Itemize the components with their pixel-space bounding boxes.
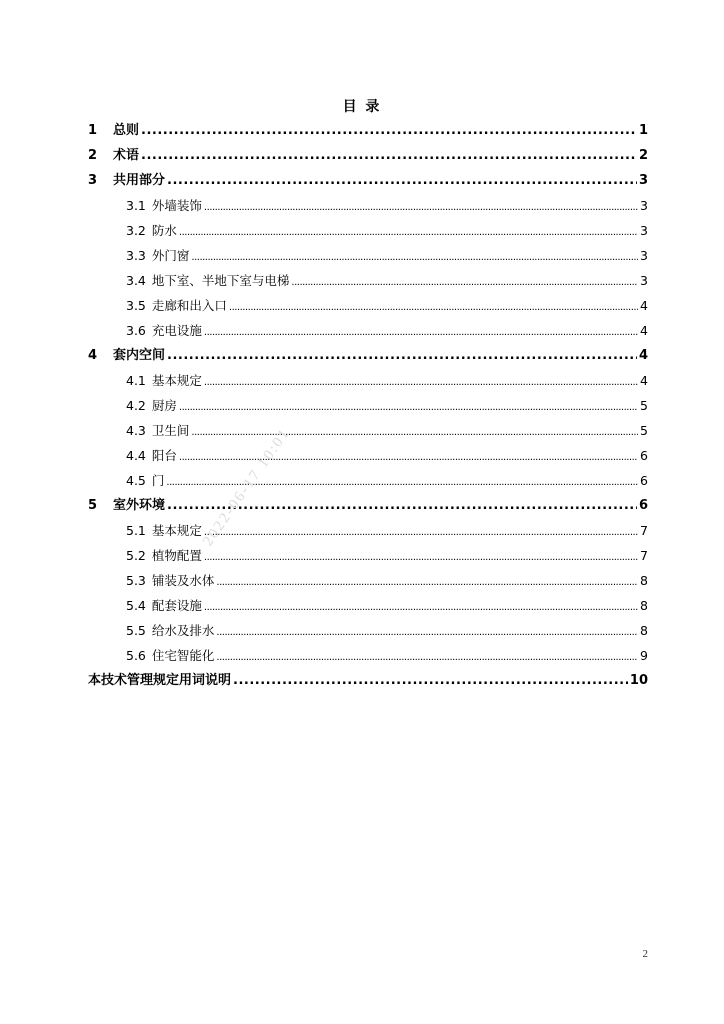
toc-entry-number: 3.5 [126, 298, 146, 313]
toc-entry-appendix[interactable] [88, 668, 648, 693]
toc-entry-label: 外门窗 [151, 248, 190, 263]
toc-entry-number: 1 [88, 123, 98, 138]
toc-entry-page-number: 3 [640, 248, 648, 263]
toc-entry-label: 套内空间 [113, 348, 166, 363]
toc-entry-section[interactable] [88, 593, 648, 618]
toc-entry-page-number: 4 [640, 298, 648, 313]
toc-entry-section[interactable] [88, 418, 648, 443]
toc-entry-page-number: 7 [640, 548, 648, 563]
toc-dot-leader [191, 420, 638, 445]
toc-entry-label: 外墙装饰 [151, 198, 202, 213]
toc-entry-section[interactable] [88, 243, 648, 268]
toc-entry-label: 植物配置 [151, 548, 202, 563]
toc-entry-number: 3.4 [126, 273, 146, 288]
toc-dot-leader [204, 520, 638, 545]
toc-entry-page-number: 8 [640, 573, 648, 588]
toc-list [88, 118, 648, 693]
toc-entry-number: 5.6 [126, 648, 146, 663]
toc-entry-page-number: 4 [638, 348, 648, 363]
toc-entry-number: 5.1 [126, 523, 146, 538]
toc-entry-label: 给水及排水 [151, 623, 215, 638]
toc-entry-section[interactable] [88, 518, 648, 543]
toc-entry-section[interactable] [88, 568, 648, 593]
toc-dot-leader [216, 570, 638, 595]
watermark: 2022-06-17 10:01 [200, 425, 294, 550]
toc-dot-leader [179, 395, 638, 420]
toc-dot-leader [167, 168, 637, 193]
toc-dot-leader [179, 445, 638, 470]
toc-entry-page-number: 4 [640, 373, 648, 388]
toc-entry-section[interactable] [88, 193, 648, 218]
toc-entry-chapter[interactable] [88, 143, 648, 168]
toc-entry-label: 共用部分 [113, 173, 166, 188]
toc-entry-number: 5.4 [126, 598, 146, 613]
toc-entry-number: 3.1 [126, 198, 146, 213]
toc-entry-number: 3.6 [126, 323, 146, 338]
toc-entry-number: 4.4 [126, 448, 146, 463]
toc-entry-label: 总则 [113, 123, 140, 138]
toc-entry-label: 术语 [113, 148, 140, 163]
toc-entry-number: 4.3 [126, 423, 146, 438]
toc-entry-page-number: 10 [629, 673, 648, 688]
toc-entry-page-number: 6 [640, 448, 648, 463]
toc-entry-label: 室外环境 [113, 498, 166, 513]
toc-entry-label: 门 [151, 473, 165, 488]
toc-entry-label: 配套设施 [151, 598, 202, 613]
toc-dot-leader [204, 320, 638, 345]
toc-entry-number: 4.1 [126, 373, 146, 388]
page-number: 2 [642, 948, 648, 960]
toc-entry-number: 3.3 [126, 248, 146, 263]
toc-entry-number: 4.2 [126, 398, 146, 413]
toc-entry-page-number: 6 [638, 498, 648, 513]
toc-entry-number: 5.3 [126, 573, 146, 588]
toc-entry-section[interactable] [88, 543, 648, 568]
toc-dot-leader [204, 370, 638, 395]
toc-entry-label: 走廊和出入口 [151, 298, 227, 313]
toc-entry-section[interactable] [88, 368, 648, 393]
toc-dot-leader [191, 245, 638, 270]
toc-entry-label: 地下室、半地下室与电梯 [151, 273, 290, 288]
toc-entry-chapter[interactable] [88, 493, 648, 518]
toc-entry-page-number: 3 [640, 223, 648, 238]
toc-dot-leader [204, 545, 638, 570]
toc-entry-chapter[interactable] [88, 118, 648, 143]
toc-entry-page-number: 6 [640, 473, 648, 488]
toc-entry-label: 防水 [151, 223, 177, 238]
toc-entry-page-number: 2 [638, 148, 648, 163]
toc-entry-page-number: 3 [640, 198, 648, 213]
toc-entry-label: 本技术管理规定用词说明 [88, 673, 232, 688]
toc-entry-page-number: 4 [640, 323, 648, 338]
toc-entry-label: 卫生间 [151, 423, 190, 438]
toc-entry-label: 基本规定 [151, 523, 202, 538]
toc-entry-page-number: 3 [640, 273, 648, 288]
toc-dot-leader [229, 295, 638, 320]
toc-dot-leader [141, 143, 637, 168]
toc-entry-label: 充电设施 [151, 323, 202, 338]
toc-entry-number: 5.2 [126, 548, 146, 563]
toc-entry-page-number: 1 [638, 123, 648, 138]
toc-dot-leader [167, 343, 637, 368]
toc-entry-number: 3.2 [126, 223, 146, 238]
toc-entry-section[interactable] [88, 293, 648, 318]
toc-entry-section[interactable] [88, 268, 648, 293]
toc-entry-section[interactable] [88, 443, 648, 468]
toc-dot-leader [204, 195, 638, 220]
toc-entry-label: 阳台 [151, 448, 177, 463]
toc-entry-label: 厨房 [151, 398, 177, 413]
toc-entry-page-number: 7 [640, 523, 648, 538]
toc-entry-page-number: 5 [640, 423, 648, 438]
toc-dot-leader [216, 620, 638, 645]
toc-entry-page-number: 8 [640, 598, 648, 613]
toc-entry-page-number: 5 [640, 398, 648, 413]
toc-title: 目 录 [342, 99, 382, 115]
toc-entry-section[interactable] [88, 318, 648, 343]
toc-dot-leader [141, 118, 637, 143]
toc-entry-label: 基本规定 [151, 373, 202, 388]
toc-entry-page-number: 3 [638, 173, 648, 188]
toc-entry-page-number: 9 [640, 648, 648, 663]
toc-entry-number: 4.5 [126, 473, 146, 488]
toc-entry-chapter[interactable] [88, 343, 648, 368]
toc-dot-leader [204, 595, 638, 620]
toc-entry-section[interactable] [88, 393, 648, 418]
toc-dot-leader [216, 645, 638, 670]
toc-entry-chapter[interactable] [88, 168, 648, 193]
toc-entry-number: 5 [88, 498, 98, 513]
toc-entry-label: 铺装及水体 [151, 573, 215, 588]
toc-entry-section[interactable] [88, 218, 648, 243]
toc-entry-number: 5.5 [126, 623, 146, 638]
toc-entry-number: 4 [88, 348, 98, 363]
toc-entry-section[interactable] [88, 643, 648, 668]
toc-entry-section[interactable] [88, 618, 648, 643]
toc-dot-leader [291, 270, 638, 295]
toc-dot-leader [179, 220, 638, 245]
toc-entry-label: 住宅智能化 [151, 648, 215, 663]
toc-dot-leader [233, 668, 628, 693]
toc-entry-number: 3 [88, 173, 98, 188]
toc-entry-section[interactable] [88, 468, 648, 493]
toc-entry-page-number: 8 [640, 623, 648, 638]
toc-entry-number: 2 [88, 148, 98, 163]
